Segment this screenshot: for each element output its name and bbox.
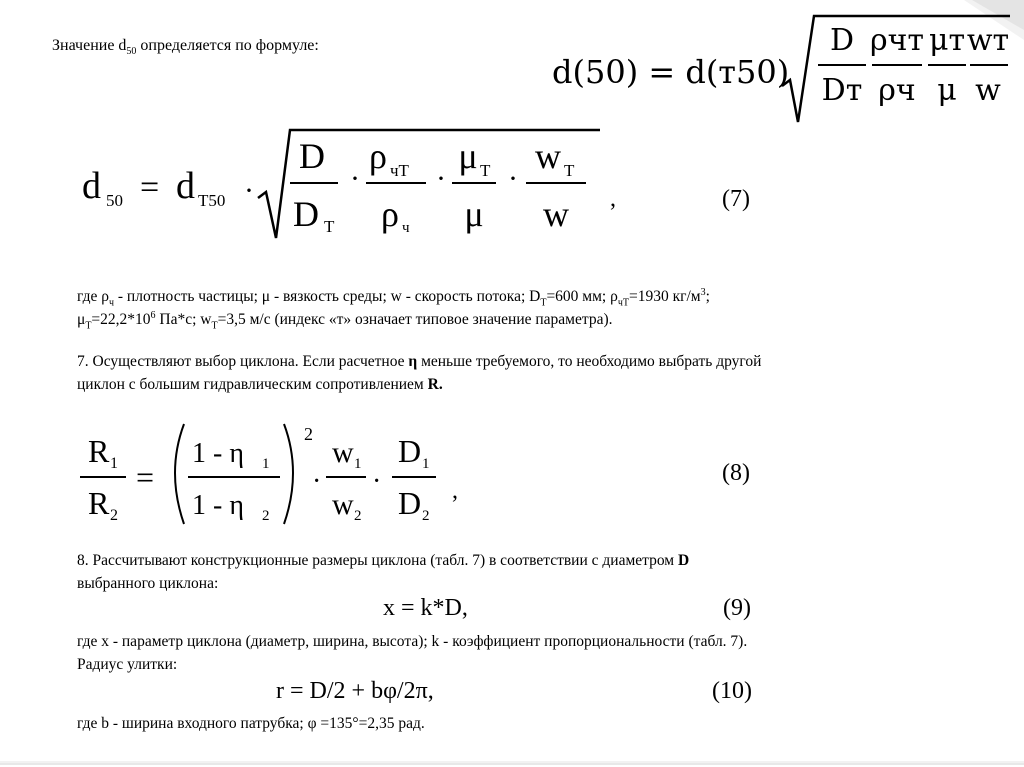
svg-text:ρ: ρ bbox=[369, 136, 387, 176]
eq8-w-fraction bbox=[326, 436, 366, 524]
svg-text:2: 2 bbox=[422, 508, 430, 524]
svg-text:w: w bbox=[975, 73, 1001, 108]
svg-text:Dт: Dт bbox=[821, 73, 863, 108]
right-paren bbox=[284, 424, 293, 524]
equation-9: x = k*D, bbox=[383, 595, 468, 621]
step8-line2: выбранного циклона: bbox=[77, 575, 219, 592]
step7-line2: циклон с большим гидравлическим сопротивлением R. bbox=[77, 376, 443, 393]
svg-text:ρч: ρч bbox=[878, 73, 916, 108]
svg-text:Т: Т bbox=[480, 161, 491, 180]
svg-text:Т: Т bbox=[324, 217, 335, 236]
eq8-D-fraction bbox=[392, 433, 436, 524]
where-eq9-line2: Радиус улитки: bbox=[77, 656, 178, 673]
equation-number-7: (7) bbox=[722, 186, 750, 212]
svg-text:·: · bbox=[244, 174, 254, 207]
svg-text:wт: wт bbox=[966, 23, 1010, 58]
where-eq7-line2: $\mu_Т=22,2*10^6$ Па*с; $w_Т=3,5$ м/с (индекс «т» означает типовое значение параметра). bbox=[77, 310, 613, 332]
svg-text:·: · bbox=[372, 466, 382, 497]
svg-text:w: w bbox=[332, 436, 354, 469]
svg-text:1 - η: 1 - η bbox=[192, 490, 244, 521]
svg-text:=: = bbox=[140, 169, 160, 206]
left-paren bbox=[175, 424, 184, 524]
where-eq10: где b - ширина входного патрубка; φ =135°=2,35 рад. bbox=[77, 715, 425, 732]
eq7-fraction-rho bbox=[366, 136, 426, 236]
svg-text:d: d bbox=[82, 165, 101, 207]
svg-text:w: w bbox=[332, 488, 354, 521]
svg-text:чТ: чТ bbox=[390, 161, 409, 180]
equation-number-10: (10) bbox=[712, 678, 752, 704]
svg-text:·: · bbox=[312, 466, 322, 497]
svg-text:ч: ч bbox=[402, 220, 410, 236]
eq8-eta-fraction bbox=[188, 438, 280, 524]
svg-text:1: 1 bbox=[110, 455, 118, 472]
svg-text:D: D bbox=[398, 433, 422, 469]
fraction-mu bbox=[928, 23, 966, 108]
formula-d50-image bbox=[552, 8, 1012, 128]
svg-text:ρ: ρ bbox=[381, 194, 399, 234]
svg-text:D: D bbox=[299, 136, 325, 176]
svg-text:·: · bbox=[350, 162, 360, 195]
eq7-fraction-mu bbox=[452, 136, 496, 234]
svg-text:,: , bbox=[452, 478, 458, 504]
svg-text:2: 2 bbox=[262, 508, 270, 524]
svg-text:μт: μт bbox=[928, 23, 966, 58]
svg-text:D: D bbox=[829, 23, 855, 58]
equation-8 bbox=[68, 412, 488, 532]
svg-text:d: d bbox=[176, 165, 195, 207]
svg-text:Т50: Т50 bbox=[198, 191, 226, 210]
svg-text:2: 2 bbox=[304, 424, 313, 444]
svg-text:ρчт: ρчт bbox=[869, 23, 925, 58]
svg-text:,: , bbox=[610, 186, 616, 212]
svg-text:1: 1 bbox=[262, 456, 270, 472]
svg-text:D: D bbox=[398, 485, 422, 521]
eq7-fraction-D bbox=[290, 136, 338, 236]
svg-text:1 - η: 1 - η bbox=[192, 438, 244, 469]
svg-text:50: 50 bbox=[106, 191, 123, 210]
svg-text:·: · bbox=[508, 162, 518, 195]
svg-text:R: R bbox=[88, 485, 110, 521]
equation-number-8: (8) bbox=[722, 460, 750, 486]
equation-10: r = D/2 + bφ/2π, bbox=[276, 678, 434, 704]
svg-text:=: = bbox=[136, 459, 155, 495]
equation-number-9: (9) bbox=[723, 595, 751, 621]
svg-text:R: R bbox=[88, 433, 110, 469]
step7-line1: 7. Осуществляют выбор циклона. Если расчетное η меньше требуемого, то необходимо выбрать другой bbox=[77, 353, 762, 370]
where-eq9-line1: где x - параметр циклона (диаметр, ширина, высота); k - коэффициент пропорциональности (табл. 7). bbox=[77, 633, 748, 650]
svg-text:w: w bbox=[543, 194, 569, 234]
where-eq7-line1: где $\rho_ч$ - плотность частицы; μ - вязкость среды; w - скорость потока; $D_Т=600$ мм; $\rho_{чТ}=1930$ $кг/м^3$; bbox=[77, 287, 710, 309]
fraction-rho bbox=[870, 23, 924, 108]
fraction-D-over-Dt bbox=[818, 23, 866, 108]
svg-text:1: 1 bbox=[422, 456, 430, 472]
formula-lhs: d(50) = d(т50) bbox=[552, 53, 790, 91]
step8-line1: 8. Рассчитывают конструкционные размеры циклона (табл. 7) в соответствии с диаметром D bbox=[77, 552, 690, 569]
svg-text:2: 2 bbox=[354, 508, 362, 524]
svg-text:D: D bbox=[293, 194, 319, 234]
fraction-w bbox=[967, 23, 1009, 108]
svg-text:2: 2 bbox=[110, 507, 118, 524]
svg-text:·: · bbox=[436, 162, 446, 195]
svg-text:w: w bbox=[535, 136, 561, 176]
eq7-fraction-w bbox=[526, 136, 586, 234]
svg-text:Т: Т bbox=[564, 161, 575, 180]
equation-7 bbox=[80, 120, 640, 250]
intro-text: Значение $d_{50}$ определяется по формуле: bbox=[52, 37, 319, 58]
svg-text:μ: μ bbox=[937, 73, 957, 108]
svg-text:μ: μ bbox=[458, 136, 478, 176]
svg-text:1: 1 bbox=[354, 456, 362, 472]
eq8-R-fraction bbox=[80, 433, 126, 524]
svg-text:μ: μ bbox=[464, 194, 484, 234]
